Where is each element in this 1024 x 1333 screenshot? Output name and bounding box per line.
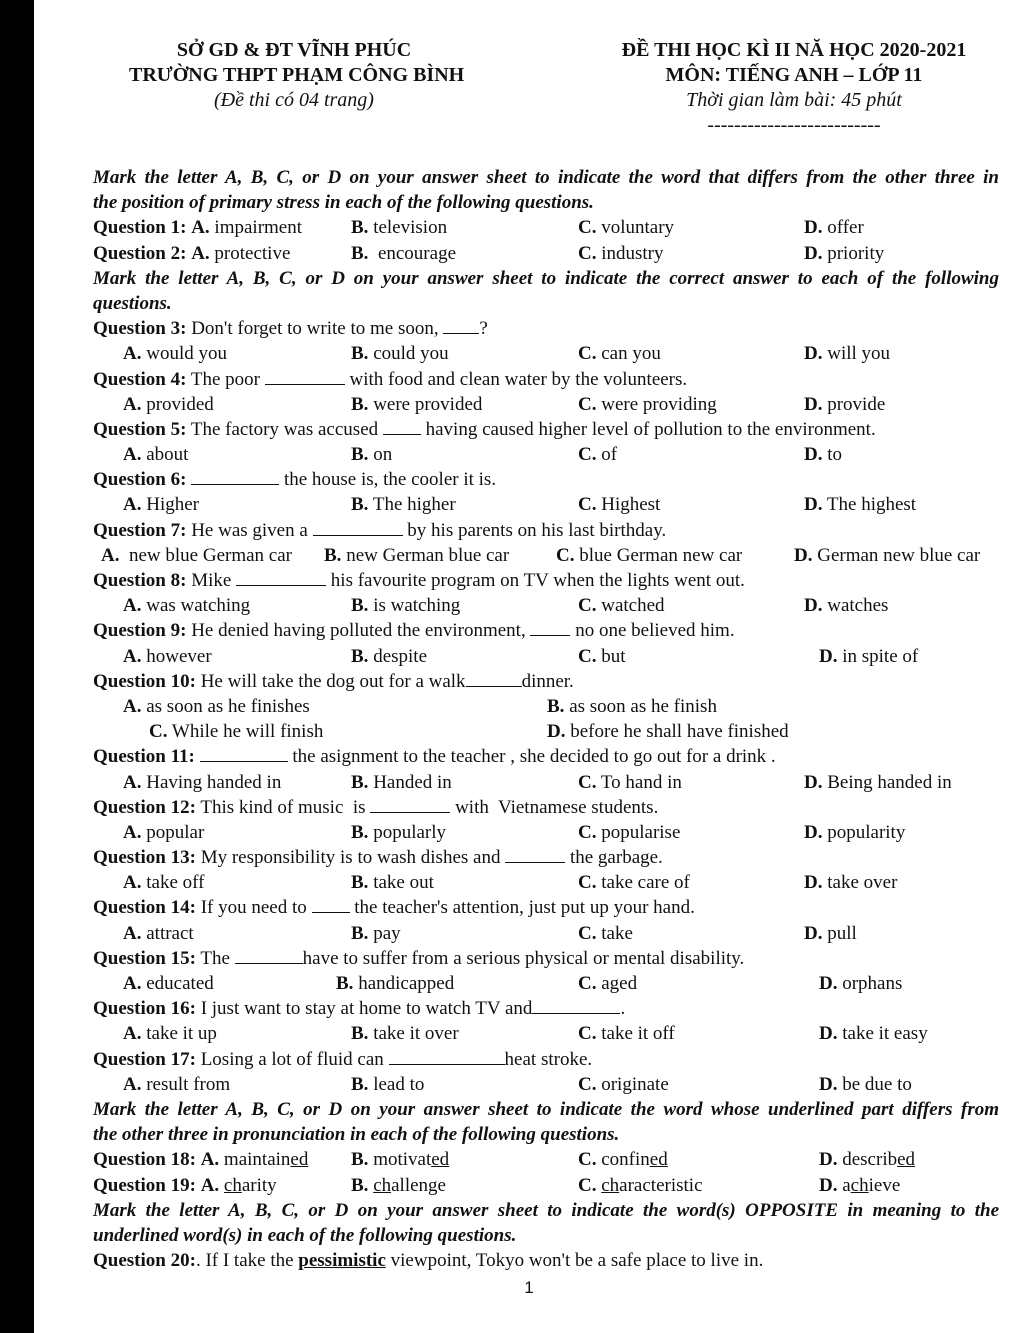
header-exam bbox=[609, 38, 979, 138]
option-c: C. confined bbox=[578, 1149, 668, 1171]
option-b: B. challenge bbox=[351, 1174, 446, 1196]
option-d: D. before he shall have finished bbox=[547, 721, 789, 743]
option-b: B. take it over bbox=[351, 1023, 459, 1045]
option-b: B. encourage bbox=[351, 242, 456, 264]
option-a: A. educated bbox=[123, 973, 214, 994]
option-a: A. would you bbox=[123, 343, 227, 365]
option-d: D. popularity bbox=[804, 821, 906, 843]
option-a: A. popular bbox=[123, 821, 205, 843]
underlined-word: pessimistic bbox=[298, 1250, 386, 1272]
answer-blank bbox=[312, 896, 350, 913]
question-7-stem: Question 7: He was given a by his parents on his last birthday. bbox=[93, 519, 667, 541]
question-20-stem: Question 20:. If I take the pessimistic viewpoint, Tokyo won't be a safe place to live in. bbox=[93, 1250, 764, 1272]
option-b: B. new German blue car bbox=[324, 544, 510, 566]
option-c: C. but bbox=[578, 645, 626, 667]
exam-content bbox=[93, 165, 999, 1273]
option-b: B. as soon as he finish bbox=[547, 695, 717, 717]
question-5-options bbox=[93, 442, 999, 467]
option-d: D. take over bbox=[804, 872, 898, 894]
option-b: B. despite bbox=[351, 645, 428, 667]
option-b: B. popularly bbox=[351, 821, 447, 843]
header-duration: Thời gian làm bài: 45 phút bbox=[686, 89, 902, 111]
option-c: C. were providing bbox=[578, 393, 717, 415]
question-16-options bbox=[93, 1021, 999, 1046]
answer-blank bbox=[389, 1048, 505, 1065]
header-school bbox=[129, 38, 465, 113]
option-a: A. about bbox=[123, 444, 189, 466]
option-d: D. The highest bbox=[804, 494, 917, 516]
option-b: B. television bbox=[351, 217, 448, 239]
option-b: B. is watching bbox=[351, 595, 461, 617]
option-c: C. industry bbox=[578, 242, 664, 264]
option-a: A. was watching bbox=[123, 595, 251, 617]
question-11-stem: Question 11: the asignment to the teacher , she decided to go out for a drink . bbox=[93, 746, 776, 768]
instruction-opposite-line2: underlined word(s) in each of the following questions. bbox=[93, 1224, 517, 1246]
option-a: A. as soon as he finishes bbox=[123, 695, 310, 717]
option-c: C. of bbox=[578, 444, 618, 466]
question-16-stem: Question 16: I just want to stay at home to watch TV and . bbox=[93, 998, 626, 1020]
option-d: D. described bbox=[819, 1149, 916, 1171]
option-b: B. take out bbox=[351, 872, 434, 894]
question-13-options bbox=[93, 870, 999, 895]
question-5-stem: Question 5: The factory was accused having caused higher level of pollution to the environment. bbox=[93, 418, 876, 440]
option-b: B. pay bbox=[351, 922, 401, 944]
question-10-stem: Question 10: He will take the dog out for a walk dinner. bbox=[93, 670, 574, 692]
option-c: C. watched bbox=[578, 595, 665, 617]
option-a: A. attract bbox=[123, 922, 194, 944]
option-a: A. Higher bbox=[123, 494, 199, 516]
option-c: C. To hand in bbox=[578, 771, 682, 793]
instruction-pronunciation-line1: Mark the letter A, B, C, or D on your answer sheet to indicate the word whose underlined part differs from bbox=[93, 1098, 999, 1120]
question-12-options bbox=[93, 820, 999, 845]
answer-blank bbox=[235, 947, 303, 964]
question-3-stem: Question 3: Don't forget to write to me soon, ? bbox=[93, 318, 488, 340]
option-a: A. new blue German car bbox=[101, 544, 292, 566]
question-3-options bbox=[93, 341, 999, 366]
option-b: B. lead to bbox=[351, 1073, 425, 1095]
instruction-correct-line2: questions. bbox=[93, 292, 172, 314]
option-c: C. take it off bbox=[578, 1023, 675, 1045]
answer-blank bbox=[443, 317, 479, 334]
answer-blank bbox=[532, 997, 620, 1014]
answer-blank bbox=[466, 670, 522, 687]
option-c: C. voluntary bbox=[578, 217, 675, 239]
instruction-opposite-line1: Mark the letter A, B, C, or D on your answer sheet to indicate the word(s) OPPOSITE in meaning to the bbox=[93, 1199, 999, 1221]
option-d: D. pull bbox=[804, 922, 857, 944]
question-6-options bbox=[93, 492, 999, 517]
option-a: Question 1: A. impairment bbox=[93, 217, 303, 239]
option-d: D. to bbox=[804, 444, 843, 466]
question-1 bbox=[93, 215, 999, 240]
question-13-stem: Question 13: My responsibility is to wash dishes and the garbage. bbox=[93, 847, 663, 869]
option-c: C. take care of bbox=[578, 872, 690, 894]
header-department: SỞ GD & ĐT VĨNH PHÚC bbox=[176, 39, 412, 61]
option-a: A. take off bbox=[123, 872, 205, 894]
question-2 bbox=[93, 241, 999, 266]
question-6-stem: Question 6: the house is, the cooler it is. bbox=[93, 469, 497, 491]
header-page-count: (Đề thi có 04 trang) bbox=[214, 89, 374, 111]
option-b: B. The higher bbox=[351, 494, 456, 516]
question-11-options bbox=[93, 770, 999, 795]
option-b: B. on bbox=[351, 444, 393, 466]
option-d: D. take it easy bbox=[819, 1023, 928, 1045]
answer-blank bbox=[383, 418, 421, 435]
question-8-options bbox=[93, 593, 999, 618]
option-d: D. provide bbox=[804, 393, 886, 415]
answer-blank bbox=[505, 846, 565, 863]
option-d: D. will you bbox=[804, 343, 891, 365]
question-4-stem: Question 4: The poor with food and clean water by the volunteers. bbox=[93, 368, 688, 390]
question-18 bbox=[93, 1147, 999, 1172]
instruction-pronunciation-line2: the other three in pronunciation in each of the following questions. bbox=[93, 1124, 620, 1146]
page-number: 1 bbox=[524, 1278, 534, 1297]
option-c: C. popularise bbox=[578, 821, 681, 843]
option-d: D. German new blue car bbox=[794, 544, 981, 566]
answer-blank bbox=[370, 796, 450, 813]
option-d: D. offer bbox=[804, 217, 864, 239]
question-4-options bbox=[93, 392, 999, 417]
option-c: C. take bbox=[578, 922, 633, 944]
option-b: B. motivated bbox=[351, 1149, 450, 1171]
option-d: D. priority bbox=[804, 242, 885, 264]
header-subject: MÔN: TIẾNG ANH – LỚP 11 bbox=[665, 64, 923, 86]
option-d: D. watches bbox=[804, 595, 889, 617]
header-school-name: TRƯỜNG THPT PHẠM CÔNG BÌNH bbox=[129, 64, 465, 86]
option-d: D. achieve bbox=[819, 1174, 901, 1196]
option-d: D. in spite of bbox=[819, 645, 919, 667]
option-a: A. result from bbox=[123, 1073, 231, 1095]
question-17-options bbox=[93, 1072, 999, 1097]
question-17-stem: Question 17: Losing a lot of fluid can heat stroke. bbox=[93, 1048, 593, 1070]
option-b: B. could you bbox=[351, 343, 449, 365]
option-a: A. Having handed in bbox=[123, 771, 282, 793]
option-c: C. can you bbox=[578, 343, 661, 365]
option-a: Question 2: A. protective bbox=[93, 242, 291, 264]
option-a: A. however bbox=[123, 645, 212, 667]
option-c: C. While he will finish bbox=[149, 721, 324, 743]
question-15-stem: Question 15: The have to suffer from a serious physical or mental disability. bbox=[93, 947, 745, 969]
answer-blank bbox=[530, 619, 570, 636]
option-a: Question 19: A. charity bbox=[93, 1174, 277, 1196]
exam-page bbox=[34, 0, 1024, 1333]
answer-blank bbox=[236, 569, 326, 586]
option-d: D. Being handed in bbox=[804, 771, 952, 793]
question-12-stem: Question 12: This kind of music is with Vietnamese students. bbox=[93, 796, 659, 818]
option-a: A. take it up bbox=[123, 1023, 217, 1045]
question-7-options bbox=[93, 543, 999, 568]
option-c: C. originate bbox=[578, 1073, 669, 1095]
answer-blank bbox=[200, 745, 288, 762]
option-c: C. blue German new car bbox=[556, 544, 743, 566]
answer-blank bbox=[191, 468, 279, 485]
instruction-correct-line1: Mark the letter A, B, C, or D on your answer sheet to indicate the correct answer to each of the following bbox=[93, 267, 999, 289]
question-10-options-row1 bbox=[93, 694, 999, 719]
instruction-stress-line1: Mark the letter A, B, C, or D on your answer sheet to indicate the word that differs from the other three in bbox=[93, 167, 999, 188]
question-19 bbox=[93, 1173, 999, 1198]
question-9-options bbox=[93, 644, 999, 669]
option-d: D. orphans bbox=[819, 973, 903, 994]
question-15-options bbox=[93, 971, 999, 996]
option-b: B. handicapped bbox=[336, 973, 455, 994]
header-divider: -------------------------- bbox=[707, 114, 881, 136]
instruction-stress-line2: the position of primary stress in each of the following questions. bbox=[93, 192, 594, 214]
option-c: C. characteristic bbox=[578, 1174, 703, 1196]
option-b: B. were provided bbox=[351, 393, 483, 415]
question-14-stem: Question 14: If you need to the teacher's attention, just put up your hand. bbox=[93, 897, 695, 919]
header-exam-title: ĐỀ THI HỌC KÌ II NĂ HỌC 2020-2021 bbox=[621, 39, 967, 61]
question-9-stem: Question 9: He denied having polluted the environment, no one believed him. bbox=[93, 620, 735, 642]
option-c: C. aged bbox=[578, 973, 638, 994]
answer-blank bbox=[313, 519, 403, 536]
question-14-options bbox=[93, 921, 999, 946]
option-c: C. Highest bbox=[578, 494, 661, 516]
answer-blank bbox=[265, 368, 345, 385]
option-d: D. be due to bbox=[819, 1073, 912, 1095]
option-a: Question 18: A. maintained bbox=[93, 1149, 309, 1171]
option-b: B. Handed in bbox=[351, 771, 452, 793]
question-10-options-row2 bbox=[93, 719, 999, 744]
option-a: A. provided bbox=[123, 393, 214, 415]
question-8-stem: Question 8: Mike his favourite program on TV when the lights went out. bbox=[93, 570, 745, 591]
